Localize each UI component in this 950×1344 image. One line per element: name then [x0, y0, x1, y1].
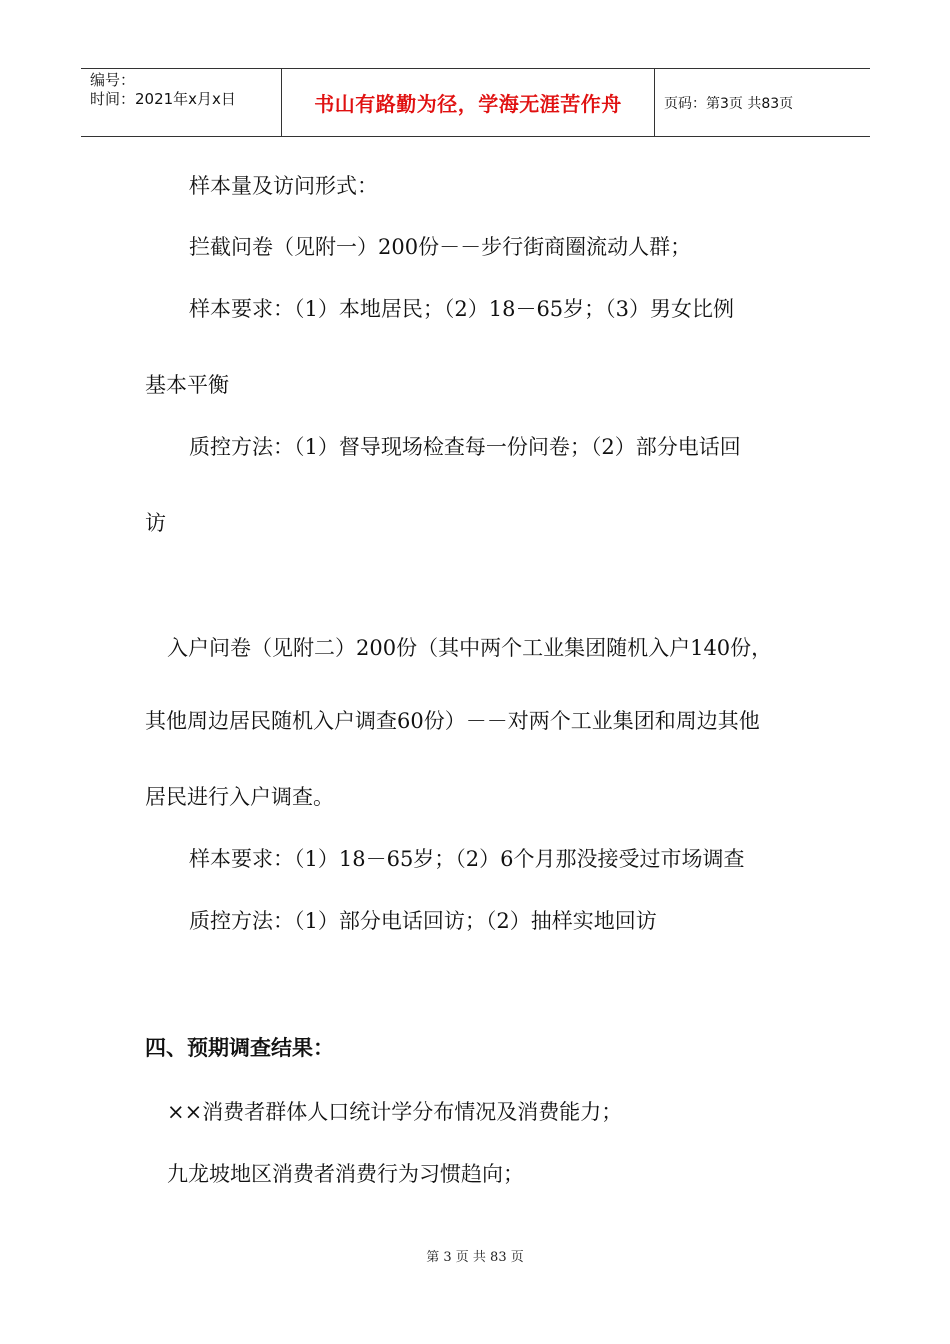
paragraph-line: 访: [145, 511, 166, 535]
paragraph-line: 质控方法：（1）部分电话回访；（2）抽样实地回访: [189, 909, 657, 933]
paragraph-line: 其他周边居民随机入户调查60份）－－对两个工业集团和周边其他: [145, 709, 760, 733]
section-heading: 四、预期调查结果：: [145, 1035, 334, 1060]
page-header: [81, 68, 870, 137]
paragraph-line: 九龙坡地区消费者消费行为习惯趋向；: [167, 1162, 524, 1186]
header-motto-cell: [282, 69, 655, 136]
paragraph-line: 样本要求：（1）本地居民；（2）18－65岁；（3）男女比例: [189, 297, 735, 321]
page-footer: 第 3 页 共 83 页: [426, 1250, 524, 1265]
paragraph-line: 入户问卷（见附二）200份（其中两个工业集团随机入户140份，: [167, 636, 773, 660]
paragraph-line: 样本量及访问形式：: [189, 174, 378, 198]
paragraph-line: 基本平衡: [145, 373, 229, 397]
header-page-info: 页码：第3页 共83页: [664, 95, 794, 112]
time-label: 时间：2021年x月x日: [90, 90, 236, 108]
paragraph-line: ××消费者群体人口统计学分布情况及消费能力；: [167, 1100, 623, 1124]
header-motto: 书山有路勤为径，学海无涯苦作舟: [314, 92, 622, 116]
paragraph-line: 拦截问卷（见附一）200份－－步行街商圈流动人群；: [189, 235, 692, 259]
paragraph-line: 样本要求：（1）18－65岁；（2）6个月那没接受过市场调查: [189, 847, 745, 871]
header-meta: [81, 69, 282, 136]
paragraph-line: 居民进行入户调查。: [145, 785, 334, 809]
serial-label: 编号：: [90, 71, 136, 89]
paragraph-line: 质控方法：（1）督导现场检查每一份问卷；（2）部分电话回: [189, 435, 741, 459]
